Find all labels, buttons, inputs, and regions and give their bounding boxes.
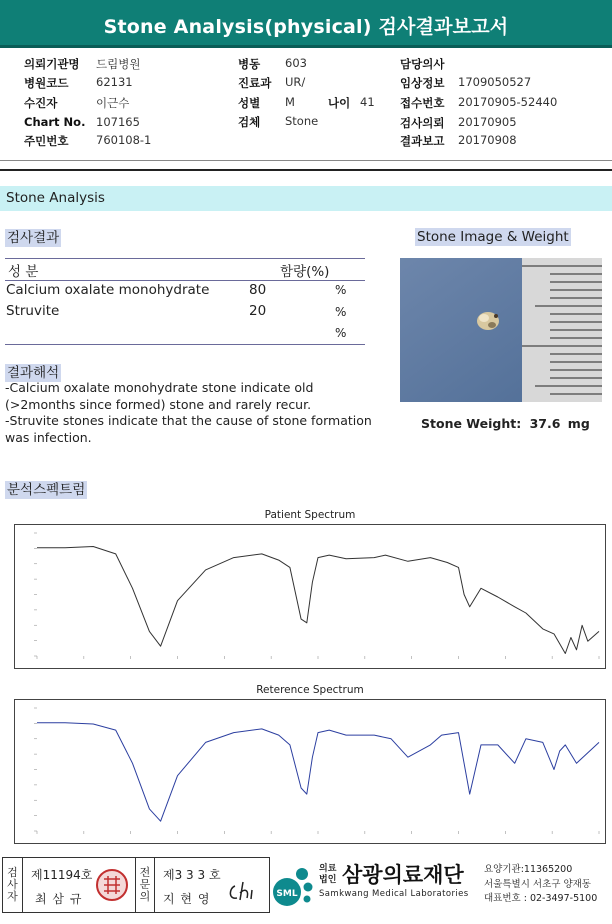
stone-image — [400, 258, 602, 402]
table-line — [5, 280, 365, 281]
specialist-label: 전문의 — [135, 858, 155, 912]
report-label: 결과보고 — [400, 134, 445, 148]
name-label: 수진자 — [24, 96, 58, 110]
section-band — [0, 186, 612, 211]
clinical-label: 임상정보 — [400, 76, 445, 90]
divider — [0, 169, 612, 171]
org-contact — [484, 863, 597, 907]
sex-value: M — [285, 95, 295, 109]
col-content-header: 함량(%) — [280, 264, 330, 280]
ward-value: 603 — [285, 56, 307, 70]
interpretation-line: -Calcium oxalate monohydrate stone indicate old — [5, 380, 314, 395]
results-heading: 검사결과 — [7, 230, 60, 246]
spectrum-line — [37, 547, 599, 654]
stone-weight — [421, 416, 590, 431]
dept-label: 진료과 — [238, 76, 272, 90]
hospital-value: 드림병원 — [96, 57, 141, 71]
weight-value: 37.6 — [529, 416, 561, 431]
org-prefix — [319, 864, 336, 886]
spectrum-heading: 분석스펙트럼 — [7, 482, 86, 498]
interpretation-text — [5, 380, 377, 446]
code-value: 62131 — [96, 75, 133, 89]
org-address: 서울특별시 서초구 양재동 — [484, 878, 591, 890]
clinical-value: 1709050527 — [458, 75, 532, 89]
rrn-value: 760108-1 — [96, 133, 152, 147]
org-phone: 대표번호 : 02-3497-5100 — [484, 893, 598, 904]
age-value: 41 — [360, 95, 375, 109]
patient-spectrum-svg — [15, 525, 605, 668]
result-name: Struvite — [6, 303, 60, 319]
chart-no-label: Chart No. — [24, 115, 86, 129]
hospital-label: 의뢰기관명 — [24, 57, 80, 71]
signature — [225, 878, 265, 904]
specimen-value: Stone — [285, 114, 319, 128]
report-value: 20170908 — [458, 133, 517, 147]
section-title: Stone Analysis — [6, 190, 105, 206]
sml-logo — [271, 862, 315, 912]
receipt-value: 20170905-52440 — [458, 95, 558, 109]
sex-label: 성별 — [238, 96, 261, 110]
doctor-label: 담당의사 — [400, 57, 445, 71]
receipt-label: 접수번호 — [400, 96, 445, 110]
name-value: 이근수 — [96, 96, 130, 110]
org-english: Samkwang Medical Laboratories — [319, 889, 469, 899]
result-unit: % — [335, 305, 347, 319]
org-name: 삼광의료재단 — [342, 863, 464, 887]
reference-spectrum-chart — [14, 699, 606, 844]
org-code: 요양기관:11365200 — [484, 864, 573, 875]
table-line — [5, 258, 365, 259]
report-title: Stone Analysis(physical) 검사결과보고서 — [103, 16, 509, 38]
image-heading: Stone Image & Weight — [417, 229, 569, 245]
specialist-license: 제3 3 3 호 — [163, 868, 221, 882]
patient-spectrum-title: Patient Spectrum — [264, 509, 356, 521]
reference-spectrum-svg — [15, 700, 605, 843]
divider — [0, 160, 612, 161]
weight-unit: mg — [567, 416, 590, 431]
inspector-name: 최 삼 규 — [35, 892, 83, 906]
reference-spectrum-title: Reterence Spectrum — [256, 684, 364, 696]
interpretation-heading: 결과해석 — [7, 365, 60, 381]
result-unit: % — [335, 326, 347, 340]
chart-no-value: 107165 — [96, 115, 140, 129]
result-value: 80 — [249, 282, 267, 298]
interpretation-line: was infection. — [5, 429, 92, 445]
inspector-license: 제11194호 — [31, 868, 93, 882]
org-prefix-line: 의료 — [319, 864, 337, 874]
interpretation-line: (>2months since formed) stone and rarely recur. — [5, 396, 312, 412]
code-label: 병원코드 — [24, 76, 69, 90]
age-label: 나이 — [328, 96, 351, 110]
seal-stamp — [95, 868, 129, 902]
result-value: 20 — [249, 303, 267, 319]
request-label: 검사의뢰 — [400, 116, 445, 130]
specialist-name: 지 현 영 — [163, 892, 211, 906]
result-name: Calcium oxalate monohydrate — [6, 282, 210, 298]
org-prefix-line: 법인 — [319, 875, 337, 885]
col-component-header: 성 분 — [8, 264, 39, 280]
specimen-label: 검체 — [238, 115, 261, 129]
inspector-label: 검사자 — [3, 858, 23, 912]
hospital-row — [24, 56, 80, 72]
request-value: 20170905 — [458, 115, 517, 129]
patient-spectrum-chart — [14, 524, 606, 669]
dept-value: UR/ — [285, 75, 306, 89]
spectrum-line — [37, 723, 599, 821]
logo-text: SML — [276, 889, 298, 899]
table-line — [5, 344, 365, 345]
ward-label: 병동 — [238, 57, 261, 71]
result-unit: % — [335, 283, 347, 297]
interpretation-line: -Struvite stones indicate that the cause of stone formation — [5, 413, 372, 428]
weight-label: Stone Weight: — [421, 416, 522, 431]
signature-box — [2, 857, 270, 913]
rrn-label: 주민번호 — [24, 134, 69, 148]
